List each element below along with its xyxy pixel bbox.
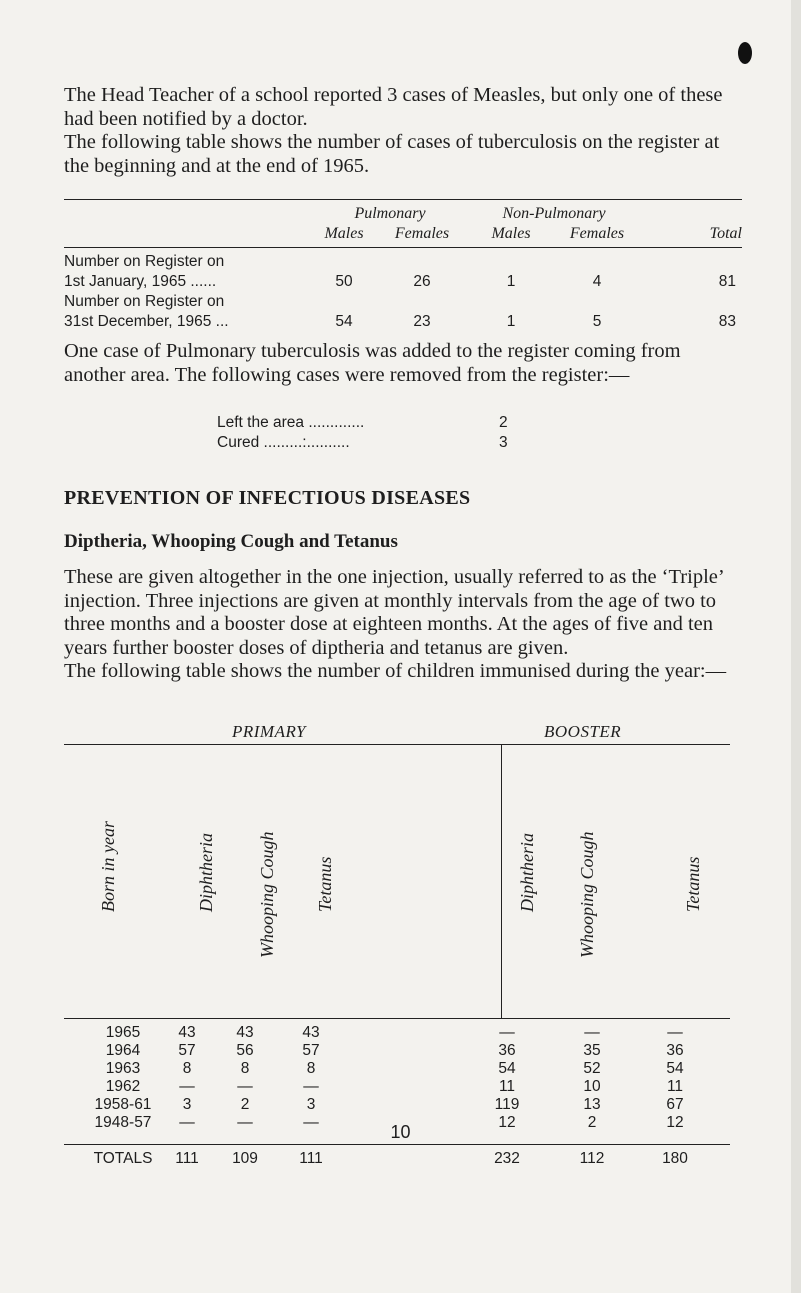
table-cell: 23 — [413, 313, 431, 330]
table-cell: 8 — [240, 1060, 250, 1077]
table-cell: 36 — [498, 1042, 516, 1059]
table-cell: 3 — [306, 1096, 316, 1113]
col-header-diphtheria: Diphtheria — [196, 833, 216, 912]
table-cell: — — [179, 1114, 195, 1131]
tuberculosis-table — [64, 202, 742, 332]
table-cell: 11 — [498, 1078, 516, 1095]
removed-label: Cured .........:.......... — [217, 434, 350, 451]
tb-table-top-rule — [64, 199, 742, 200]
totals-cell: 232 — [494, 1150, 520, 1167]
table-cell: — — [237, 1114, 253, 1131]
table-cell: 36 — [666, 1042, 684, 1059]
table-cell: 26 — [413, 273, 431, 290]
paragraph: The following table shows the number of children immunised during the year:— — [64, 660, 727, 682]
col-header-tetanus: Tetanus — [315, 856, 335, 912]
table-cell: 57 — [178, 1042, 196, 1059]
table-cell: — — [303, 1078, 319, 1095]
row-label-line: 31st December, 1965 ... — [64, 313, 229, 330]
totals-cell: 111 — [175, 1150, 199, 1167]
row-year: 1962 — [105, 1078, 141, 1095]
register-paragraph — [64, 340, 744, 387]
removed-list — [217, 413, 507, 453]
col-header-diphtheria: Diphtheria — [517, 833, 537, 912]
table-row — [64, 252, 742, 292]
col-header-whooping-cough: Whooping Cough — [257, 831, 277, 958]
removed-value: 3 — [499, 434, 508, 451]
row-label-line: Number on Register on — [64, 253, 225, 270]
row-year: 1963 — [105, 1060, 141, 1077]
page-number: 10 — [390, 1122, 411, 1142]
table-cell: 52 — [583, 1060, 601, 1077]
row-year: 1964 — [105, 1042, 141, 1059]
group-header-booster: BOOSTER — [544, 722, 622, 741]
table-cell: 43 — [302, 1024, 320, 1041]
table-cell: 119 — [494, 1096, 520, 1113]
table-cell: 56 — [236, 1042, 254, 1059]
table-cell: 11 — [666, 1078, 684, 1095]
table-cell: 57 — [302, 1042, 320, 1059]
table-cell: 4 — [592, 273, 602, 290]
totals-cell: 111 — [299, 1150, 323, 1167]
table-cell: 81 — [718, 273, 736, 290]
table-cell: 12 — [498, 1114, 516, 1131]
table-cell: 13 — [583, 1096, 601, 1113]
table-cell: 1 — [506, 273, 516, 290]
header-rule — [64, 1018, 730, 1019]
col-header-total: Total — [640, 224, 742, 248]
removed-label: Left the area ............. — [217, 414, 365, 431]
totals-label: TOTALS — [93, 1150, 153, 1167]
table-cell: 35 — [583, 1042, 601, 1059]
table-cell: 50 — [335, 273, 353, 290]
table-cell: 67 — [666, 1096, 684, 1113]
primary-booster-divider — [501, 744, 502, 1018]
table-cell: 8 — [306, 1060, 316, 1077]
subsection-heading: Diptheria, Whooping Cough and Tetanus — [64, 531, 398, 552]
table-cell: — — [667, 1024, 683, 1041]
row-label-line: 1st January, 1965 ...... — [64, 273, 217, 290]
col-header-tetanus: Tetanus — [683, 856, 703, 912]
row-year: 1948-57 — [94, 1114, 152, 1131]
table-cell: 5 — [592, 313, 602, 330]
table-cell: 43 — [178, 1024, 196, 1041]
register-text: One case of Pulmonary tuberculosis was added to the register coming from another area. The following cases were removed from the register:— — [64, 340, 681, 386]
table-cell: — — [179, 1078, 195, 1095]
paragraph: These are given altogether in the one injection, usually referred to as the ‘Triple’ injection. Three injections are given at monthly intervals from the age of two to three months and a booster dose at eighteen months. At the ages of five and ten years further booster doses of diptheria and tetanus are given. — [64, 566, 724, 659]
list-item — [217, 413, 507, 433]
table-cell: 2 — [240, 1096, 250, 1113]
immunisation-table — [64, 722, 730, 1167]
group-header-pulmonary: Pulmonary — [354, 205, 426, 222]
section-heading: PREVENTION OF INFECTIOUS DISEASES — [64, 487, 471, 509]
table-top-rule — [64, 744, 730, 745]
page-edge-shadow — [791, 0, 801, 1293]
intro-text — [64, 84, 744, 178]
intro-paragraph-1: The Head Teacher of a school reported 3 cases of Measles, but only one of these had been notified by a doctor. — [64, 84, 723, 130]
table-cell: — — [237, 1078, 253, 1095]
col-header-born-in-year: Born in year — [98, 821, 118, 912]
col-header-whooping-cough: Whooping Cough — [577, 831, 597, 958]
triple-injection-text — [64, 566, 744, 684]
table-cell: — — [499, 1024, 515, 1041]
table-cell: 8 — [182, 1060, 192, 1077]
col-header-females: Females — [554, 224, 640, 248]
totals-cell: 109 — [232, 1150, 258, 1167]
ink-blot — [738, 42, 752, 64]
col-header-females: Females — [376, 224, 468, 248]
table-cell: 54 — [666, 1060, 684, 1077]
group-header-primary: PRIMARY — [232, 722, 307, 741]
table-cell: 3 — [182, 1096, 192, 1113]
group-header-non-pulmonary: Non-Pulmonary — [502, 205, 606, 222]
row-year: 1958-61 — [94, 1096, 152, 1113]
intro-paragraph-2: The following table shows the number of cases of tuberculosis on the register at the beginning and at the end of 1965. — [64, 131, 720, 177]
col-header-males: Males — [312, 224, 376, 248]
table-cell: — — [303, 1114, 319, 1131]
col-header-males: Males — [468, 224, 554, 248]
totals-cell: 180 — [662, 1150, 688, 1167]
table-cell: 12 — [666, 1114, 684, 1131]
row-year: 1965 — [105, 1024, 141, 1041]
row-label-line: Number on Register on — [64, 293, 225, 310]
table-cell: 1 — [506, 313, 516, 330]
table-cell: 2 — [587, 1114, 597, 1131]
table-cell: — — [584, 1024, 600, 1041]
list-item — [217, 433, 507, 453]
table-row — [64, 292, 742, 332]
table-cell: 43 — [236, 1024, 254, 1041]
table-cell: 54 — [335, 313, 353, 330]
table-cell: 83 — [718, 313, 736, 330]
removed-value: 2 — [499, 414, 508, 431]
table-cell: 54 — [498, 1060, 516, 1077]
totals-cell: 112 — [579, 1150, 605, 1167]
table-cell: 10 — [583, 1078, 601, 1095]
totals-rule — [64, 1144, 730, 1145]
